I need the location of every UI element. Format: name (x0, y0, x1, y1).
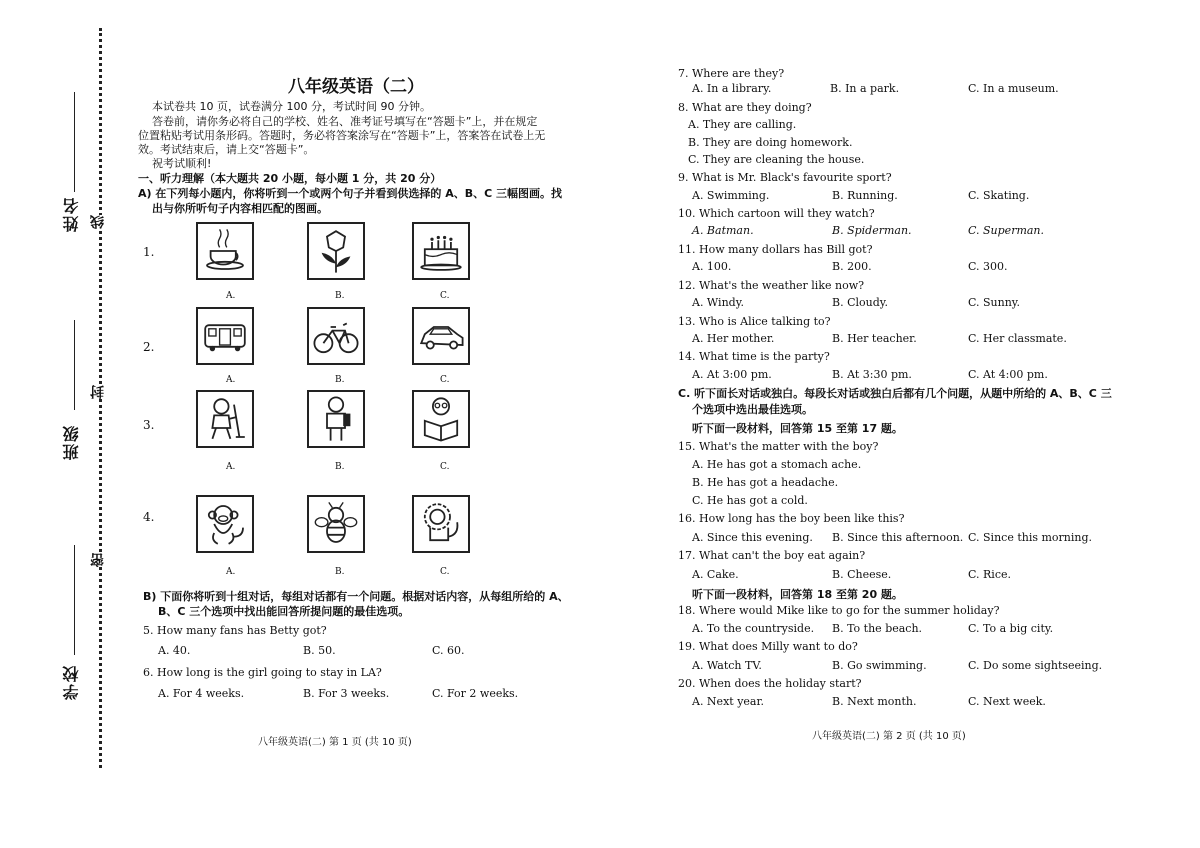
option-b[interactable]: B. He has got a headache. (692, 476, 839, 489)
school-blank-line (74, 545, 75, 655)
option-label-a: A. (226, 462, 236, 472)
option-b[interactable]: B. Next month. (832, 695, 917, 708)
part-a-instruction: A) 在下列每小题内，你将听到一个或两个句子并看到供选择的 A、B、C 三幅图画。找 (138, 187, 562, 200)
option-c[interactable]: C. Skating. (968, 189, 1030, 202)
option-label-b: B. (335, 462, 345, 472)
option-b[interactable]: B. To the beach. (832, 622, 923, 635)
option-label-c: C. (440, 462, 450, 472)
option-a[interactable]: A. 100. (692, 260, 732, 273)
tea-cup-icon[interactable] (196, 222, 254, 280)
question-16: 16. How long has the boy been like this? (678, 512, 905, 525)
option-c[interactable]: C. At 4:00 pm. (968, 368, 1048, 381)
car-icon[interactable] (412, 307, 470, 365)
option-a[interactable]: A. Since this evening. (692, 531, 813, 544)
birthday-cake-icon[interactable] (412, 222, 470, 280)
option-c[interactable]: C. They are cleaning the house. (688, 153, 865, 166)
question-14: 14. What time is the party? (678, 350, 830, 363)
option-c[interactable]: C. He has got a cold. (692, 494, 808, 507)
option-a[interactable]: A. For 4 weeks. (158, 687, 245, 700)
option-b[interactable]: B. Cloudy. (832, 296, 889, 309)
option-b[interactable]: B. Go swimming. (832, 659, 927, 672)
option-c[interactable]: C. Do some sightseeing. (968, 659, 1103, 672)
option-b[interactable]: B. Since this afternoon. (832, 531, 964, 544)
intro-line: 答卷前，请你务必将自己的学校、姓名、准考证号填写在“答题卡”上，并在规定 (152, 115, 538, 128)
option-label-b: B. (335, 375, 345, 385)
name-label: 姓名 (62, 196, 81, 232)
option-c[interactable]: C. 60. (432, 644, 465, 657)
school-label: 学校 (62, 664, 81, 700)
option-a[interactable]: A. He has got a stomach ache. (692, 458, 862, 471)
option-a[interactable]: A. They are calling. (688, 118, 797, 131)
option-b[interactable]: B. 50. (303, 644, 336, 657)
part-c-instruction: C. 听下面长对话或独白。每段长对话或独白后都有几个问题，从题中所给的 A、B、C 三 (678, 387, 1112, 400)
question-7: 7. Where are they? (678, 67, 785, 80)
intro-line: 位置粘贴考试用条形码。答题时，务必将答案涂写在“答题卡”上，答案答在试卷上无 (138, 129, 546, 142)
option-c[interactable]: C. Rice. (968, 568, 1011, 581)
option-label-a: A. (226, 291, 236, 301)
option-a[interactable]: A. Her mother. (692, 332, 775, 345)
bicycle-icon[interactable] (307, 307, 365, 365)
material-heading: 听下面一段材料，回答第 18 至第 20 题。 (692, 588, 903, 601)
exam-page-2 (600, 0, 1200, 848)
class-label: 班级 (62, 424, 81, 460)
option-label-a: A. (226, 375, 236, 385)
boy-reading-icon[interactable] (412, 390, 470, 448)
option-b[interactable]: B. Running. (832, 189, 898, 202)
option-a[interactable]: A. 40. (158, 644, 191, 657)
option-b[interactable]: B. At 3:30 pm. (832, 368, 912, 381)
exam-title: 八年级英语（二） (288, 77, 424, 97)
option-label-c: C. (440, 567, 450, 577)
question-12: 12. What's the weather like now? (678, 279, 865, 292)
bee-icon[interactable] (307, 495, 365, 553)
intro-line: 祝考试顺利! (152, 157, 212, 170)
option-label-a: A. (226, 567, 236, 577)
option-a[interactable]: A. Next year. (692, 695, 765, 708)
option-c[interactable]: C. To a big city. (968, 622, 1054, 635)
binding-char-secret: 密 (88, 553, 110, 567)
option-label-c: C. (440, 291, 450, 301)
question-15: 15. What's the matter with the boy? (678, 440, 879, 453)
bus-icon[interactable] (196, 307, 254, 365)
option-label-b: B. (335, 567, 345, 577)
option-b[interactable]: B. Spiderman. (832, 224, 912, 237)
option-a[interactable]: A. To the countryside. (692, 622, 815, 635)
option-c[interactable]: C. Next week. (968, 695, 1046, 708)
question-9: 9. What is Mr. Black's favourite sport? (678, 171, 892, 184)
option-c[interactable]: C. In a museum. (968, 82, 1059, 95)
flower-icon[interactable] (307, 222, 365, 280)
option-c[interactable]: C. Sunny. (968, 296, 1021, 309)
binding-char-line: 线 (88, 215, 110, 229)
question-13: 13. Who is Alice talking to? (678, 315, 831, 328)
question-6: 6. How long is the girl going to stay in LA? (143, 666, 382, 679)
question-20: 20. When does the holiday start? (678, 677, 862, 690)
page-footer: 八年级英语(二) 第 2 页 (共 10 页) (812, 731, 966, 742)
option-c[interactable]: C. Superman. (968, 224, 1045, 237)
option-c[interactable]: C. Since this morning. (968, 531, 1093, 544)
option-a[interactable]: A. Swimming. (692, 189, 770, 202)
lion-icon[interactable] (412, 495, 470, 553)
option-a[interactable]: A. Windy. (692, 296, 744, 309)
question-number: 2. (143, 340, 155, 354)
binding-char-seal: 封 (88, 385, 110, 399)
intro-line: 本试卷共 10 页，试卷满分 100 分，考试时间 90 分钟。 (152, 100, 431, 113)
section-heading: 一、听力理解（本大题共 20 小题，每小题 1 分，共 20 分） (138, 172, 442, 185)
question-5: 5. How many fans has Betty got? (143, 624, 327, 637)
question-10: 10. Which cartoon will they watch? (678, 207, 875, 220)
question-8: 8. What are they doing? (678, 101, 812, 114)
part-c-instruction: 个选项中选出最佳选项。 (692, 403, 813, 416)
boy-with-backpack-icon[interactable] (307, 390, 365, 448)
option-b[interactable]: B. They are doing homework. (688, 136, 853, 149)
option-a[interactable]: A. Batman. (692, 224, 754, 237)
sweeping-boy-icon[interactable] (196, 390, 254, 448)
question-18: 18. Where would Mike like to go for the summer holiday? (678, 604, 1000, 617)
question-19: 19. What does Milly want to do? (678, 640, 858, 653)
option-c[interactable]: C. For 2 weeks. (432, 687, 519, 700)
binding-margin (0, 0, 120, 848)
option-b[interactable]: B. 200. (832, 260, 872, 273)
intro-line: 效。考试结束后，请上交“答题卡”。 (138, 143, 315, 156)
option-c[interactable]: C. 300. (968, 260, 1008, 273)
option-b[interactable]: B. In a park. (830, 82, 900, 95)
part-b-instruction: B) 下面你将听到十组对话，每组对话都有一个问题。根据对话内容，从每组所给的 A、 (143, 590, 569, 603)
name-blank-line (74, 92, 75, 192)
question-11: 11. How many dollars has Bill got? (678, 243, 873, 256)
option-a[interactable]: A. At 3:00 pm. (692, 368, 772, 381)
page-footer: 八年级英语(二) 第 1 页 (共 10 页) (258, 737, 412, 748)
question-number: 1. (143, 245, 155, 259)
option-a[interactable]: A. Cake. (692, 568, 739, 581)
question-number: 4. (143, 510, 155, 524)
option-c[interactable]: C. Her classmate. (968, 332, 1067, 345)
option-b[interactable]: B. Cheese. (832, 568, 892, 581)
option-label-c: C. (440, 375, 450, 385)
option-a[interactable]: A. In a library. (692, 82, 772, 95)
question-17: 17. What can't the boy eat again? (678, 549, 866, 562)
option-a[interactable]: A. Watch TV. (692, 659, 762, 672)
option-b[interactable]: B. For 3 weeks. (303, 687, 390, 700)
part-b-instruction: B、C 三个选项中找出能回答所提问题的最佳选项。 (158, 605, 410, 618)
part-a-instruction: 出与你所听句子内容相匹配的图画。 (152, 202, 328, 215)
class-blank-line (74, 320, 75, 410)
monkey-icon[interactable] (196, 495, 254, 553)
option-label-b: B. (335, 291, 345, 301)
material-heading: 听下面一段材料，回答第 15 至第 17 题。 (692, 422, 903, 435)
question-number: 3. (143, 418, 155, 432)
option-b[interactable]: B. Her teacher. (832, 332, 917, 345)
